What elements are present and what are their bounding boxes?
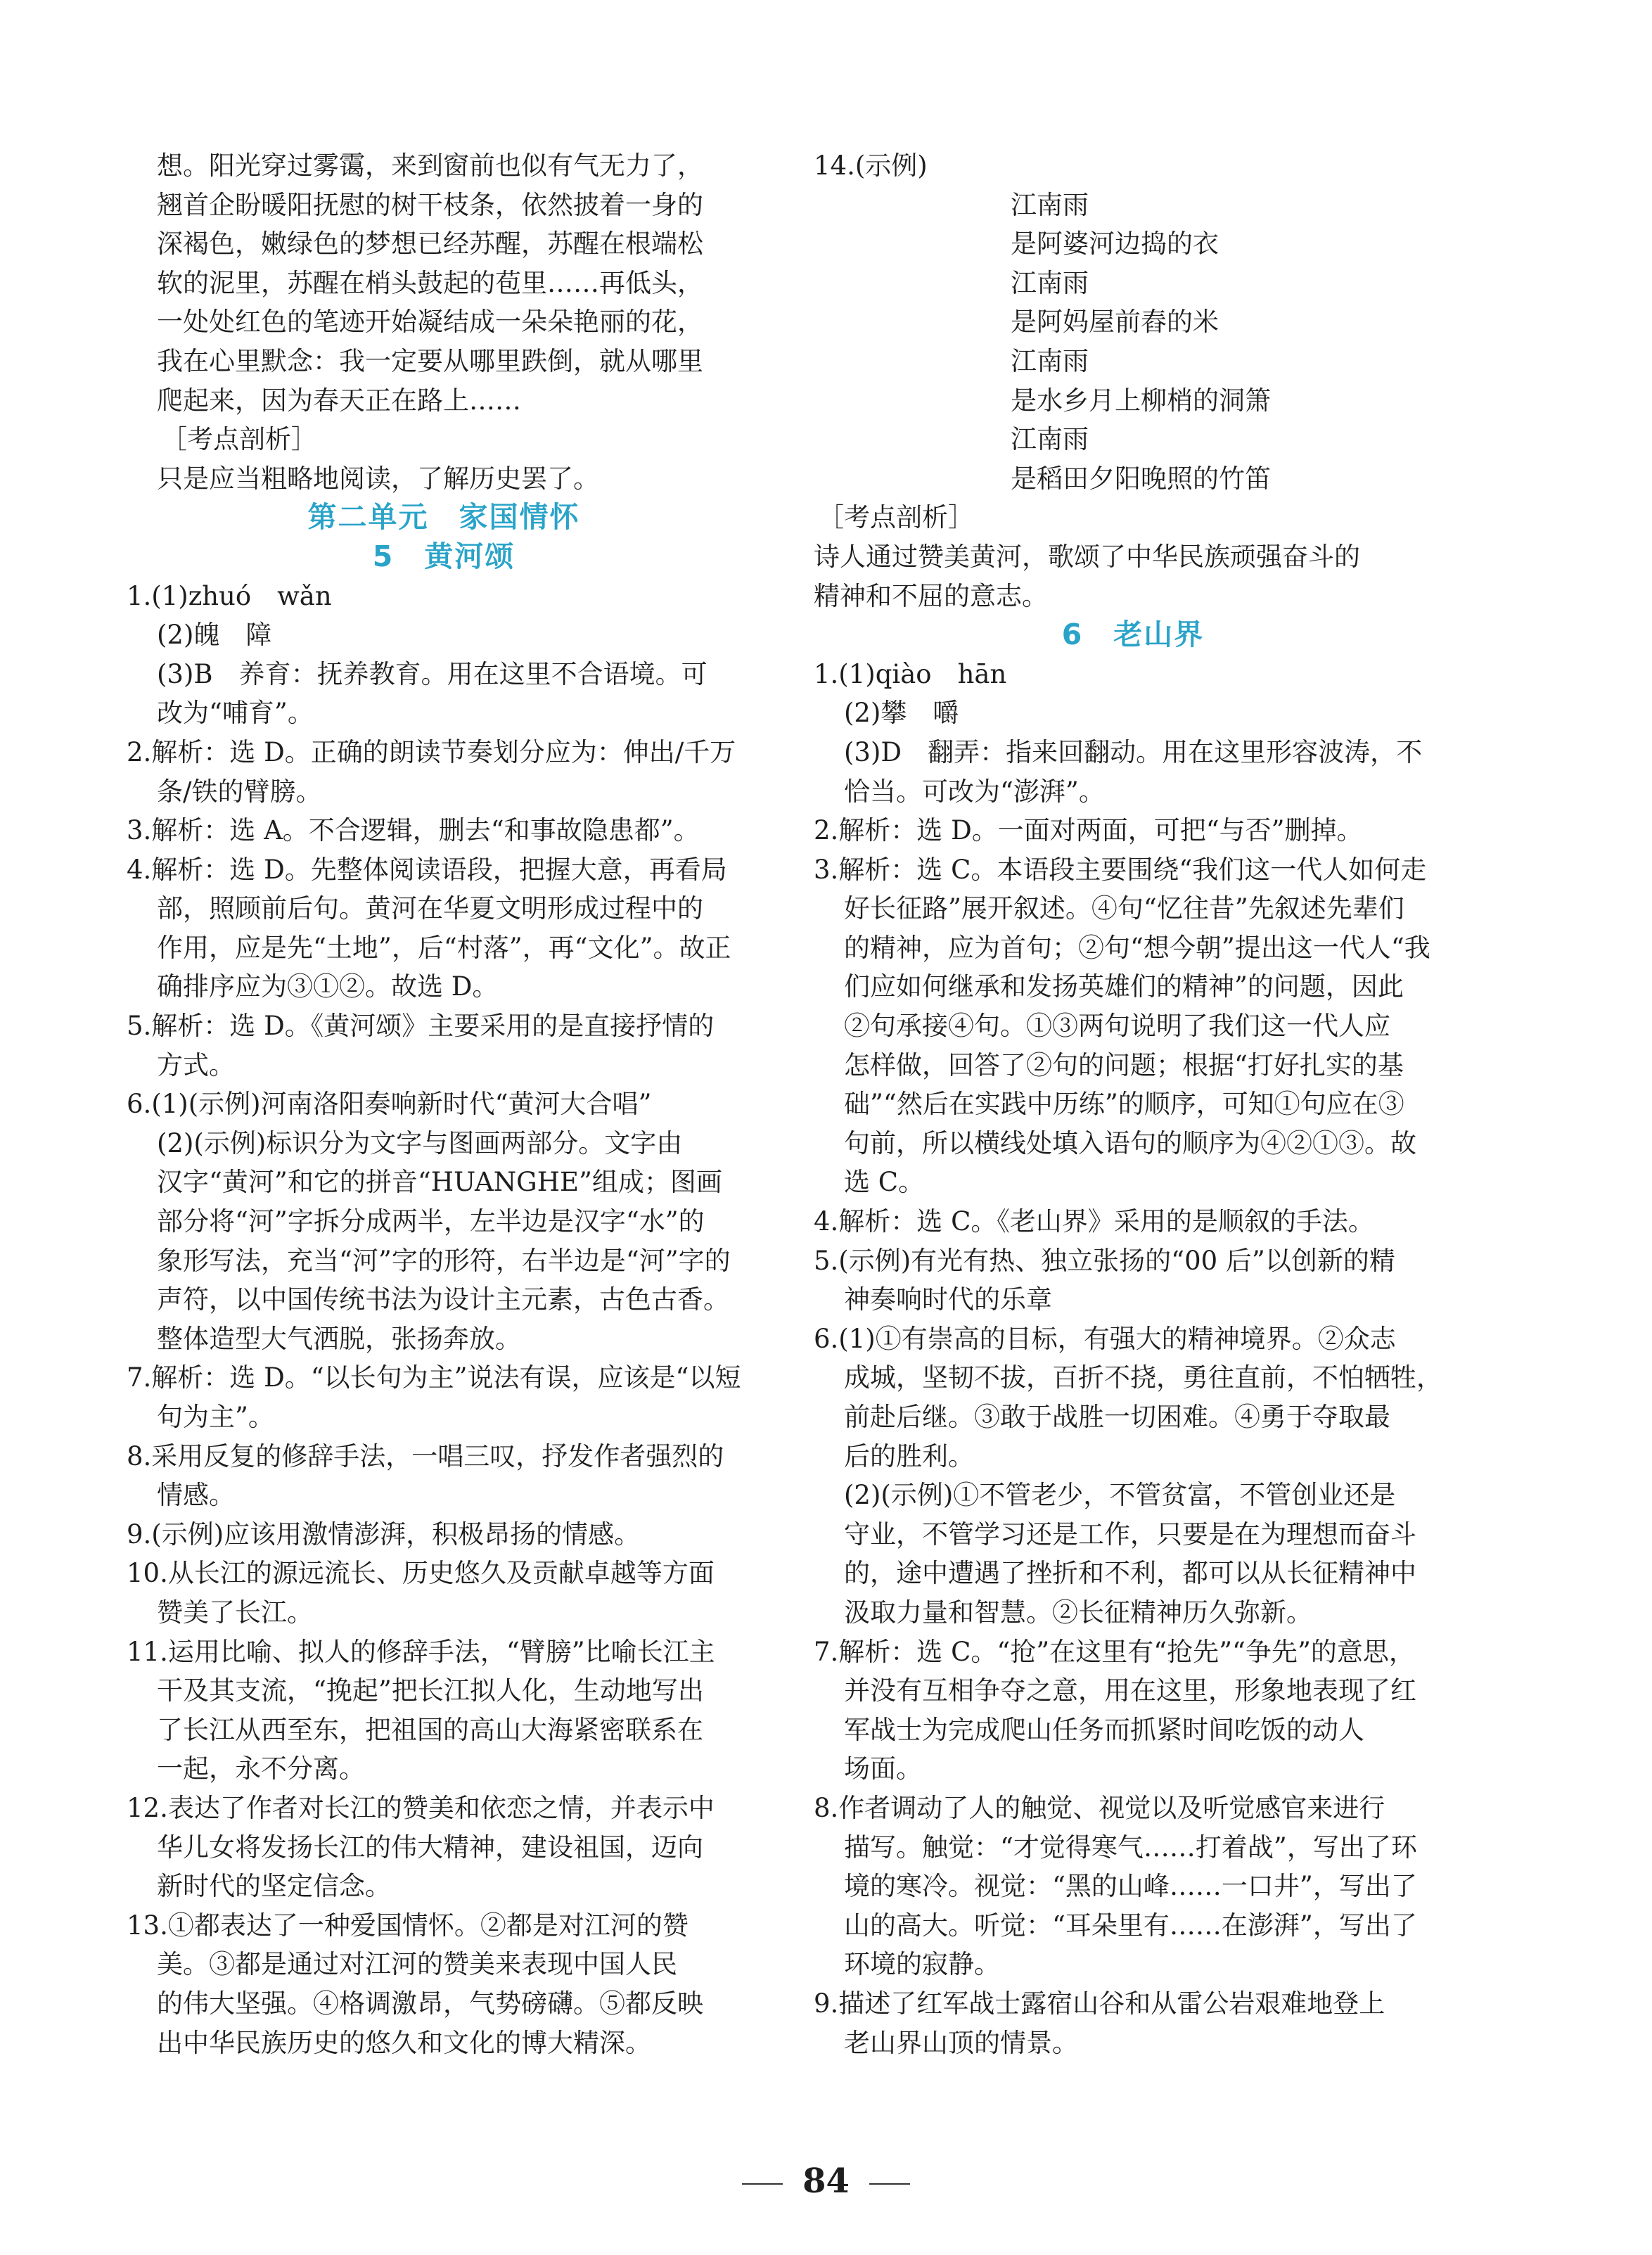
text-line: 选 C。	[844, 1167, 925, 1198]
text-line: 老山界山顶的情景。	[844, 2027, 1078, 2058]
text-line: 江南雨	[1011, 345, 1089, 376]
text-line: 9.描述了红军战士露宿山谷和从雷公岩艰难地登上	[814, 1988, 1385, 2019]
text-line: 是阿婆河边捣的衣	[1011, 229, 1219, 260]
text-line: 怎样做，回答了②句的问题；根据“打好扎实的基	[844, 1049, 1404, 1080]
text-line: 山的高大。听觉：“耳朵里有……在澎湃”，写出了	[844, 1910, 1417, 1941]
section-heading: 5 黄河颂	[372, 539, 516, 573]
text-line: 是水乡月上柳梢的洞箫	[1011, 385, 1271, 416]
text-line: 场面。	[844, 1753, 922, 1784]
text-line: 4.解析：选 D。先整体阅读语段，把握大意，再看局	[127, 854, 727, 885]
text-line: 7.解析：选 C。“抢”在这里有“抢先”“争先”的意思，	[814, 1636, 1415, 1667]
text-line: 守业，不管学习还是工作，只要是在为理想而奋斗	[844, 1519, 1416, 1550]
text-line: 11.运用比喻、拟人的修辞手法，“臂膀”比喻长江主	[127, 1636, 715, 1667]
text-line: 一起，永不分离。	[157, 1753, 365, 1784]
text-line: 情感。	[157, 1480, 235, 1511]
page-number: 84	[802, 2161, 850, 2201]
text-line: 翘首企盼暖阳抚慰的树干枝条，依然披着一身的	[157, 189, 703, 220]
text-line: 成城，坚韧不拔，百折不挠，勇往直前，不怕牺牲，	[844, 1362, 1442, 1393]
text-line: 神奏响时代的乐章	[844, 1284, 1052, 1315]
text-line: 12.表达了作者对长江的赞美和依恋之情，并表示中	[127, 1792, 715, 1823]
text-line: (2)攀 嚼	[844, 698, 959, 729]
text-line: 部，照顾前后句。黄河在华夏文明形成过程中的	[157, 893, 703, 924]
right-column	[814, 146, 1452, 2062]
text-line: 境的寒冷。视觉：“黑的山峰……一口井”，写出了	[844, 1871, 1417, 1902]
text-line: 后的胜利。	[844, 1440, 974, 1471]
text-line: 的，途中遭遇了挫折和不利，都可以从长征精神中	[844, 1558, 1416, 1589]
text-line: 1.(1)zhuó wǎn	[127, 580, 332, 611]
text-line: 确排序应为③①②。故选 D。	[157, 971, 499, 1002]
section-heading: 第二单元 家国情怀	[307, 500, 580, 535]
text-line: 精神和不屈的意志。	[814, 580, 1048, 611]
text-line: 深褐色，嫩绿色的梦想已经苏醒，苏醒在根端松	[157, 229, 703, 260]
text-line: 出中华民族历史的悠久和文化的博大精深。	[157, 2027, 651, 2058]
text-line: 新时代的坚定信念。	[157, 1871, 391, 1902]
text-line: 并没有互相争夺之意，用在这里，形象地表现了红	[844, 1675, 1416, 1706]
text-line: 7.解析：选 D。“以长句为主”说法有误，应该是“以短	[127, 1362, 741, 1393]
text-line: 江南雨	[1011, 424, 1089, 455]
text-line: 赞美了长江。	[157, 1597, 313, 1628]
text-line: 条/铁的臂膀。	[157, 776, 322, 807]
text-line: 10.从长江的源远流长、历史悠久及贡献卓越等方面	[127, 1558, 715, 1589]
text-line: 江南雨	[1011, 189, 1089, 220]
text-line: 2.解析：选 D。正确的朗读节奏划分应为：伸出/千万	[127, 736, 736, 767]
text-line: 声符，以中国传统书法为设计主元素，古色古香。	[157, 1284, 729, 1315]
text-line: 只是应当粗略地阅读，了解历史罢了。	[157, 463, 599, 494]
left-column	[127, 146, 761, 2062]
text-line: 4.解析：选 C。《老山界》采用的是顺叙的手法。	[814, 1206, 1374, 1237]
text-line: 13.①都表达了一种爱国情怀。②都是对江河的赞	[127, 1910, 689, 1941]
text-line: ②句承接④句。①③两句说明了我们这一代人应	[844, 1011, 1390, 1042]
analysis-tag: ［考点剖析］	[161, 424, 317, 455]
text-line: 础”“然后在实践中历练”的顺序，可知①句应在③	[844, 1089, 1404, 1120]
text-line: 汉字“黄河”和它的拼音“HUANGHE”组成；图画	[157, 1167, 722, 1198]
text-line: 好长征路”展开叙述。④句“忆往昔”先叙述先辈们	[844, 893, 1404, 924]
text-line: 江南雨	[1011, 267, 1089, 298]
text-line: 描写。触觉：“才觉得寒气……打着战”，写出了环	[844, 1832, 1417, 1863]
section-heading: 6 老山界	[1061, 618, 1205, 652]
text-line: 改为“哺育”。	[157, 698, 314, 729]
text-line: (3)B 养育：抚养教育。用在这里不合语境。可	[157, 658, 707, 689]
text-line: 华儿女将发扬长江的伟大精神，建设祖国，迈向	[157, 1832, 703, 1863]
text-line: 8.作者调动了人的触觉、视觉以及听觉感官来进行	[814, 1792, 1385, 1823]
text-line: 部分将“河”字拆分成两半，左半边是汉字“水”的	[157, 1206, 705, 1237]
text-line: 我在心里默念：我一定要从哪里跌倒，就从哪里	[157, 345, 703, 376]
text-line: 14.(示例)	[814, 151, 928, 181]
page-footer	[0, 2161, 1652, 2201]
text-line: 的伟大坚强。④格调激昂，气势磅礴。⑤都反映	[157, 1988, 703, 2019]
text-line: 汲取力量和智慧。②长征精神历久弥新。	[844, 1597, 1312, 1628]
text-line: 了长江从西至东，把祖国的高山大海紧密联系在	[157, 1714, 703, 1745]
text-line: 的精神，应为首句；②句“想今朝”提出这一代人“我	[844, 932, 1430, 963]
text-line: 软的泥里，苏醒在梢头鼓起的苞里……再低头，	[157, 267, 703, 298]
text-line: 是稻田夕阳晚照的竹笛	[1011, 463, 1271, 494]
text-line: 前赴后继。③敢于战胜一切困难。④勇于夺取最	[844, 1402, 1390, 1432]
text-line: 们应如何继承和发扬英雄们的精神”的问题，因此	[844, 971, 1404, 1002]
text-line: 想。阳光穿过雾霭，来到窗前也似有气无力了，	[157, 151, 703, 181]
text-line: (2)魄 障	[157, 620, 272, 651]
text-line: 8.采用反复的修辞手法，一唱三叹，抒发作者强烈的	[127, 1440, 724, 1471]
text-line: 是阿妈屋前舂的米	[1011, 307, 1219, 338]
text-line: 象形写法，充当“河”字的形符，右半边是“河”字的	[157, 1245, 731, 1276]
text-line: 爬起来，因为春天正在路上……	[157, 385, 521, 416]
footer-dash-right	[869, 2183, 910, 2185]
text-line: (3)D 翻弄：指来回翻动。用在这里形容波涛，不	[844, 736, 1423, 767]
text-line: 5.(示例)有光有热、独立张扬的“00 后”以创新的精	[814, 1245, 1395, 1276]
text-line: 环境的寂静。	[844, 1949, 1000, 1980]
text-line: 3.解析：选 C。本语段主要围绕“我们这一代人如何走	[814, 854, 1427, 885]
text-line: 1.(1)qiào hān	[814, 658, 1007, 689]
text-line: 句为主”。	[157, 1402, 274, 1432]
text-line: 9.(示例)应该用激情澎湃，积极昂扬的情感。	[127, 1519, 641, 1550]
text-line: 6.(1)(示例)河南洛阳奏响新时代“黄河大合唱”	[127, 1089, 652, 1120]
text-line: 美。③都是通过对江河的赞美来表现中国人民	[157, 1949, 677, 1980]
text-line: 干及其支流，“挽起”把长江拟人化，生动地写出	[157, 1675, 704, 1706]
text-line: 整体造型大气洒脱，张扬奔放。	[157, 1323, 521, 1354]
text-line: 军战士为完成爬山任务而抓紧时间吃饭的动人	[844, 1714, 1364, 1745]
text-line: (2)(示例)①不管老少，不管贫富，不管创业还是	[844, 1480, 1396, 1511]
analysis-tag: ［考点剖析］	[818, 502, 974, 533]
text-line: 恰当。可改为“澎湃”。	[844, 776, 1105, 807]
text-line: 句前，所以横线处填入语句的顺序为④②①③。故	[844, 1128, 1416, 1158]
text-line: 方式。	[157, 1049, 235, 1080]
text-line: 3.解析：选 A。不合逻辑，删去“和事故隐患都”。	[127, 815, 700, 846]
text-line: 2.解析：选 D。一面对两面，可把“与否”删掉。	[814, 815, 1363, 846]
text-line: 作用，应是先“土地”，后“村落”，再“文化”。故正	[157, 932, 731, 963]
footer-dash-left	[742, 2183, 783, 2185]
text-line: 5.解析：选 D。《黄河颂》主要采用的是直接抒情的	[127, 1011, 715, 1042]
text-line: 诗人通过赞美黄河，歌颂了中华民族顽强奋斗的	[814, 541, 1360, 572]
text-line: (2)(示例)标识分为文字与图画两部分。文字由	[157, 1128, 683, 1158]
text-line: 6.(1)①有崇高的目标，有强大的精神境界。②众志	[814, 1323, 1396, 1354]
text-line: 一处处红色的笔迹开始凝结成一朵朵艳丽的花，	[157, 307, 703, 338]
